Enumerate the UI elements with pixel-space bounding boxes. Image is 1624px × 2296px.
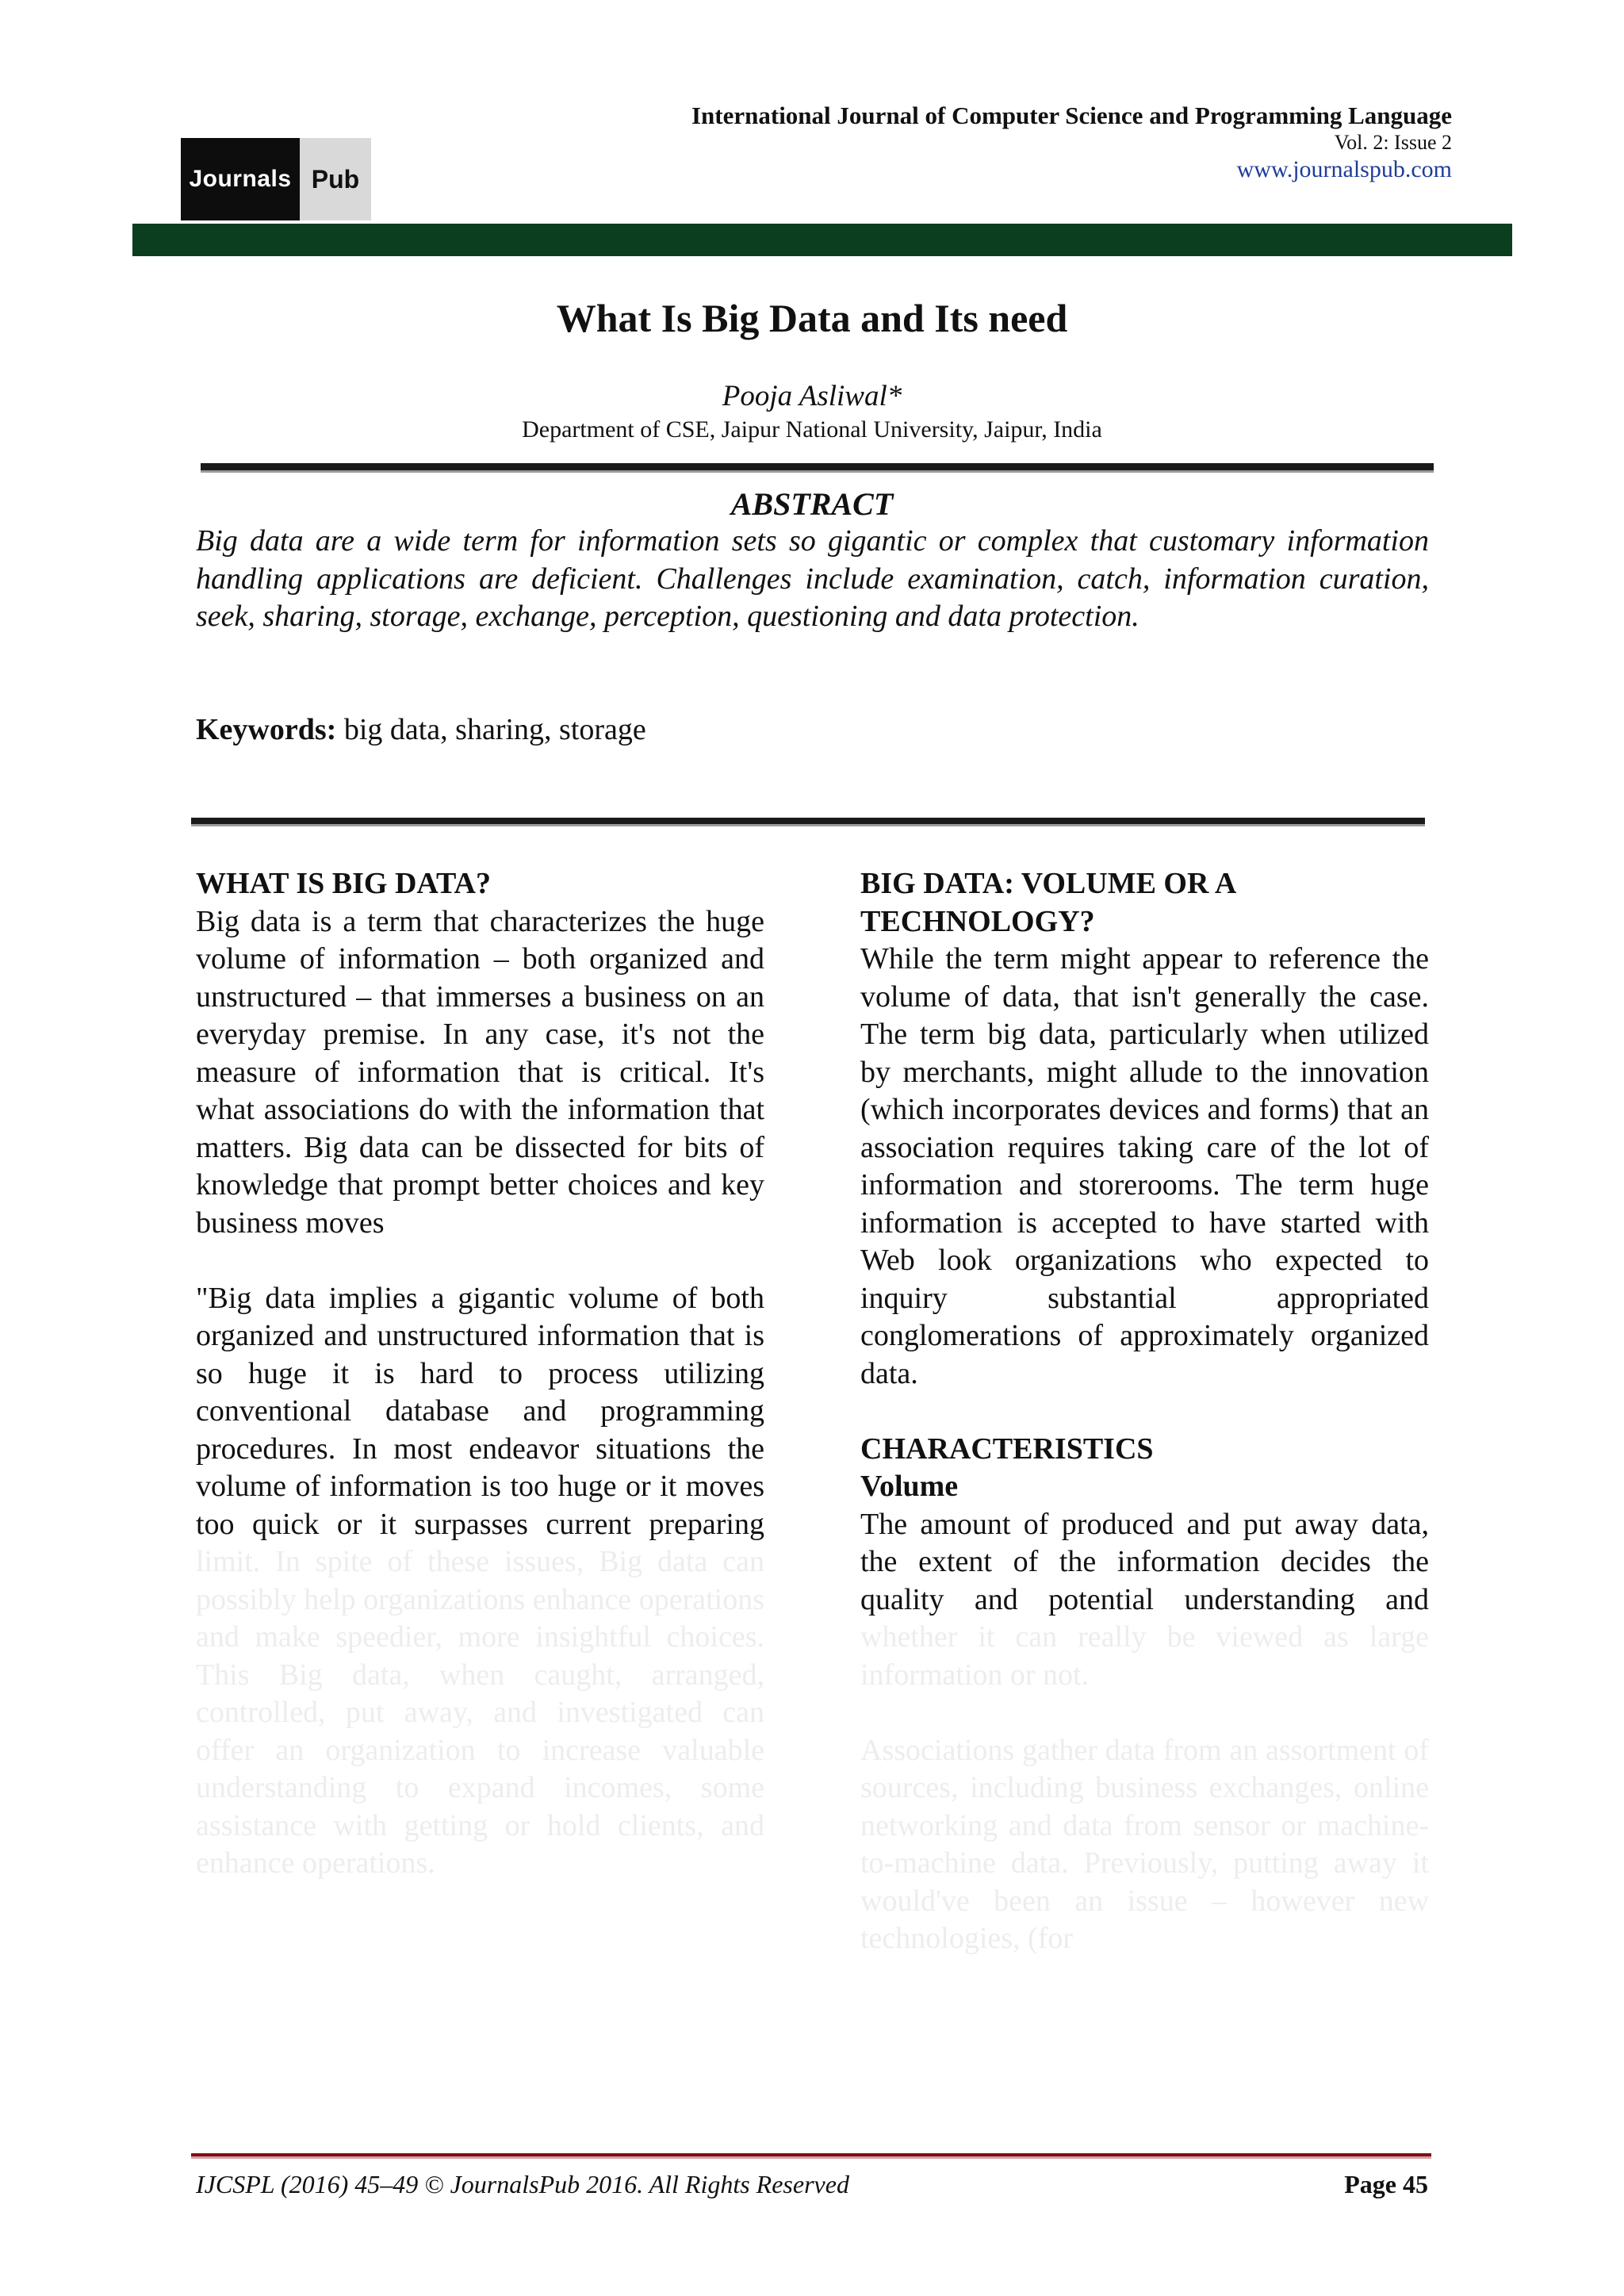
volume-issue: Vol. 2: Issue 2 <box>1334 131 1452 154</box>
keywords-text: big data, sharing, storage <box>336 713 646 746</box>
right-paragraph-1: While the term might appear to reference the volume of data, that isn't generally the case. The term big data, particularly when utilized by merchants, might allude to the innovation (which incorporates devices and forms) that an association requires taking care of the lot of information and storerooms. The term huge information is accepted to have started with Web look organizations who expected to inquiry substantial appropriated conglomerations of approximately organized data. <box>860 942 1429 1390</box>
journal-name: International Journal of Computer Science and Programming Language <box>691 102 1452 129</box>
divider-top <box>201 463 1434 473</box>
keywords-label: Keywords: <box>196 713 337 746</box>
abstract-text: Big data are a wide term for information sets so gigantic or complex that customary information handling applications are deficient. Challenges include examination, catch, information curation, seek, sharing, storage, exchange, perception, questioning and data protection. <box>196 524 1429 633</box>
footer-rule <box>191 2153 1431 2159</box>
keywords <box>196 712 646 747</box>
author-name: Pooja Asliwal* <box>722 380 902 412</box>
journal-url-link[interactable]: www.journalspub.com <box>1236 156 1452 182</box>
left-paragraph-2-visible: "Big data implies a gigantic volume of both organized and unstructured information that is so huge it is hard to process utilizing conventional database and programming procedures. In most endeavor situations the volume of information is too huge or it moves too quick or it surpasses current preparing <box>196 1281 764 1541</box>
right-column <box>860 865 1429 1958</box>
paragraph-gap <box>860 1694 1429 1732</box>
section-heading-characteristics: CHARACTERISTICS <box>860 1432 1154 1466</box>
paragraph-gap <box>860 1393 1429 1431</box>
abstract-heading: ABSTRACT <box>730 486 894 522</box>
right-paragraph-3-faded: Associations gather data from an assortment of sources, including business exchanges, online networking and data from sensor or machine-to-machine data. Previously, putting away it would've been an issue – however new technologies, (for <box>860 1733 1429 1955</box>
logo-text-journals: Journals <box>181 138 300 220</box>
right-paragraph-2-faded: whether it can really be viewed as large information or not. <box>860 1620 1429 1692</box>
left-paragraph-2-faded: limit. In spite of these issues, Big data can possibly help organizations enhance operations and make speedier, more insightful choices. This Big data, when caught, arranged, controlled, put away, and investigated can offer an organization to increase valuable understanding to expand incomes, some assistance with getting or hold clients, and enhance operations. <box>196 1545 764 1880</box>
author-affiliation: Department of CSE, Jaipur National University, Jaipur, India <box>522 416 1102 443</box>
paragraph-gap <box>196 1242 764 1280</box>
left-paragraph-2 <box>196 1280 764 1883</box>
section-heading-volume-or-technology: BIG DATA: VOLUME OR A TECHNOLOGY? <box>860 867 1235 938</box>
divider-abstract <box>191 818 1425 826</box>
footer-citation: IJCSPL (2016) 45–49 © JournalsPub 2016. All Rights Reserved <box>196 2170 849 2198</box>
journalspub-logo <box>181 138 371 220</box>
section-heading-what-is-big-data: WHAT IS BIG DATA? <box>196 867 491 900</box>
page-number: Page 45 <box>1344 2170 1428 2198</box>
left-column <box>196 865 764 1883</box>
subheading-volume: Volume <box>860 1470 959 1503</box>
article-title: What Is Big Data and Its need <box>556 296 1068 340</box>
logo-text-pub: Pub <box>300 138 371 220</box>
header-bar <box>132 224 1512 256</box>
right-paragraph-2-visible: The amount of produced and put away data, the extent of the information decides the quality and potential understanding and <box>860 1507 1429 1616</box>
right-paragraph-2 <box>860 1506 1429 1695</box>
left-paragraph-1: Big data is a term that characterizes the huge volume of information – both organized and unstructured – that immerses a business on an everyday premise. In any case, it's not the measure of information that is critical. It's what associations do with the information that matters. Big data can be dissected for bits of knowledge that prompt better choices and key business moves <box>196 904 764 1240</box>
